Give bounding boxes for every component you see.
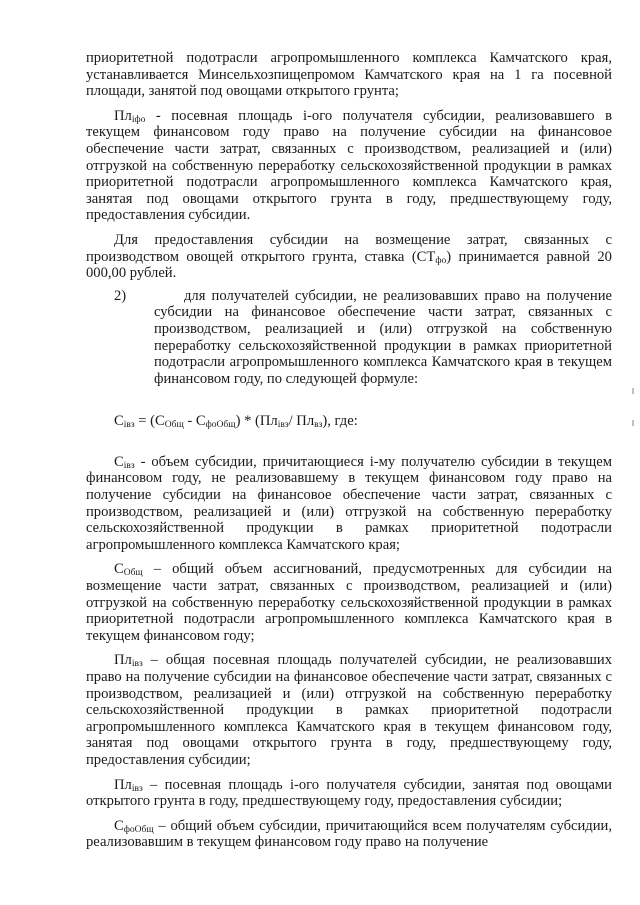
paragraph-rate-stfo: Для предоставления субсидии на возмещение затрат, связанных с производством овощей открытого грунта, ставка $(СТ_{фо})$ принимается равной 20 000,00 рублей.	[86, 231, 612, 282]
scan-edge-mark	[632, 420, 634, 426]
list-item-text: для получателей субсидии, не реализовавших право на получение субсидии на финансовое обеспечение части затрат, связанных с производством, реализацией и (или) отгрузкой на собственную переработку сельскохозяйственной продукции в рамках приоритетной подотрасли агропромышленного комплекса Камчатского края в текущем финансовом году, по следующей формуле:	[154, 287, 612, 387]
definition-pl-ivz: $Пл_{iвз}$ – посевная площадь i-ого получателя субсидии, занятая под овощами открытого грунта в году, предшествующему году, предоставления субсидии;	[86, 776, 612, 810]
symbol-cfoobsh: $С_{фоОбщ}$	[114, 817, 154, 835]
symbol-pl-ivz: $Пл_{iвз}$	[114, 776, 143, 794]
definition-civz: $С_{iвз}$ - объем субсидии, причитающиеся i-му получателю субсидии в текущем финансовом году, не реализовавшему в текущем финансовом году право на получение субсидии на финансовое обеспечение части затрат, связанных с производством, реализацией и (или) отгрузкой на собственную переработку сельскохозяйственной продукции в рамках приоритетной подотрасли агропромышленного комплекса Камчатского края;	[86, 453, 612, 553]
symbol-pl-total: $Пл_{iвз}$	[114, 652, 143, 670]
formula-civz: $С_{iвз} = (С_{Общ} - С_{фоОбщ}) * (Пл_{iвз}/$ $Пл_{вз}$), где:	[114, 413, 358, 431]
list-item-number: 2)	[114, 287, 127, 304]
list-item-2	[86, 288, 612, 388]
paragraph-pl-ifo-definition: $Пл_{iфо}$ - посевная площадь i-ого получателя субсидии, реализовавшего в текущем финансовом году право на получение субсидии на финансовое обеспечение части затрат, связанных с производством, реализацией и (или) отгрузкой на собственную переработку сельскохозяйственной продукции в рамках приоритетной подотрасли агропромышленного комплекса Камчатского края, занятая под овощами открытого грунта в году, предшествующему году, предоставления субсидии.	[86, 107, 612, 224]
definition-pl-total: $Пл_{iвз}$ – общая посевная площадь получателей субсидии, не реализовавших право на получение субсидии на финансовое обеспечение части затрат, связанных с производством, реализацией и (или) отгрузкой на собственную переработку сельскохозяйственной продукции в рамках приоритетной подотрасли агропромышленного комплекса Камчатского края в текущем финансовом году, занятая под овощами открытого грунта в году, предшествующему году, предоставления субсидии;	[86, 652, 612, 768]
definition-cobsh: $С_{Общ}$ – общий объем ассигнований, предусмотренных для субсидии на возмещение части затрат, связанных с производством, реализацией и (или) отгрузкой на собственную переработку сельскохозяйственной продукции в рамках приоритетной подотрасли агропромышленного комплекса Камчатского края в текущем финансовом году;	[86, 561, 612, 644]
symbol-civz: $С_{iвз}$	[114, 453, 135, 471]
scan-edge-mark	[632, 388, 634, 394]
paragraph-priority-rate: приоритетной подотрасли агропромышленного комплекса Камчатского края, устанавливается Минсельхозпищепромом Камчатского края на 1 га посевной площади, занятой под овощами открытого грунта;	[86, 50, 612, 100]
symbol-cobsh: $С_{Общ}$	[114, 561, 143, 579]
definition-cfoobsh: $С_{фоОбщ}$ – общий объем субсидии, причитающийся всем получателям субсидии, реализовавшим в текущем финансовом году право на получение	[86, 817, 612, 851]
symbol-pl-ifo: $Пл_{iфо}$	[114, 107, 146, 125]
